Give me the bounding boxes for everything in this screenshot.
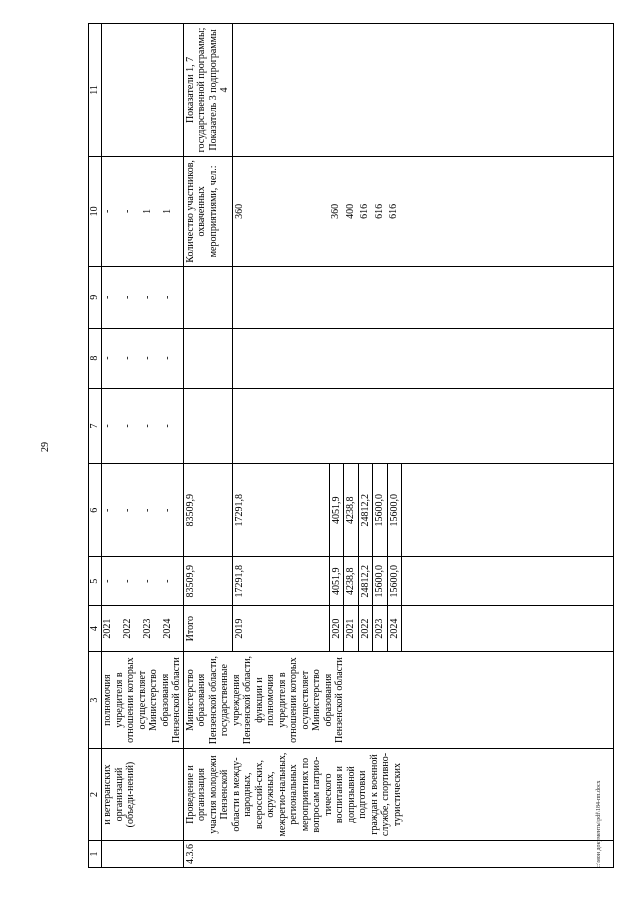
- cell-c5: 24812,2: [358, 557, 373, 606]
- cell-c5: -: [142, 557, 162, 606]
- cell-c6: 4051,9: [329, 464, 344, 557]
- cell-year: 2020: [329, 606, 344, 652]
- cell-c6: 15600,0: [373, 464, 388, 557]
- cell-name: и ветеранских организаций (объеди-нений): [102, 749, 184, 841]
- page-number: 29: [40, 442, 51, 452]
- cell-c8: -: [142, 328, 162, 388]
- cell-c5: [402, 557, 614, 606]
- cell-c5: 15600,0: [387, 557, 402, 606]
- cell-c8: [183, 328, 232, 388]
- cell-c6: -: [162, 464, 183, 557]
- cell-c5: -: [122, 557, 142, 606]
- cell-c7: -: [162, 388, 183, 464]
- col-header: 9: [89, 266, 102, 328]
- cell-c10: 616: [387, 156, 402, 266]
- cell-name: Проведение и организация участия молодежи Пензенской области в между-народных, всероссий-ских, окружных, межрегио-нальных, региональных мероприятиях по вопросам патрио-тического воспитания и допризывной подготовки граждан к военной службе, спортивно-туристических: [183, 749, 614, 841]
- cell-c6: -: [122, 464, 142, 557]
- cell-executor: Министерство образования Пензенской области, государственные учреждения Пензенской области, функции и полномочия учредителя в отношении которых осуществляет Министерство образования Пензенской области: [183, 652, 614, 749]
- header-row: [89, 24, 102, 868]
- program-table: [88, 23, 614, 868]
- cell-c9: -: [162, 266, 183, 328]
- col-header: 5: [89, 557, 102, 606]
- cell-c7: [232, 388, 614, 464]
- cell-executor: полномочия учредителя в отношении которых осуществляет Министерство образования Пензенской области: [102, 652, 184, 749]
- cell-indicator: Количество участников, охваченных мероприятиями, чел.:: [183, 156, 232, 266]
- cell-c8: -: [102, 328, 123, 388]
- cell-c8: [232, 328, 614, 388]
- footer-path: c:\мои документы\pdf\184-пп.docx: [596, 780, 602, 868]
- cell-year: 2022: [358, 606, 373, 652]
- cell-year: 2024: [162, 606, 183, 652]
- cell-year: 2021: [344, 606, 359, 652]
- cell-c6: [402, 464, 614, 557]
- cell-c6: -: [142, 464, 162, 557]
- table-row: [102, 24, 123, 868]
- col-header: 4: [89, 606, 102, 652]
- col-header: 1: [89, 841, 102, 868]
- cell-num: 4.3.6: [183, 841, 614, 868]
- cell-year: [402, 606, 614, 652]
- cell-total-c5: 83509,9: [183, 557, 232, 606]
- cell-c10: -: [122, 156, 142, 266]
- cell-year: 2024: [387, 606, 402, 652]
- cell-year: 2022: [122, 606, 142, 652]
- cell-c5: -: [102, 557, 123, 606]
- cell-year: 2019: [232, 606, 329, 652]
- cell-year: 2023: [373, 606, 388, 652]
- rotated-table-wrapper: [88, 23, 614, 868]
- cell-year: 2023: [142, 606, 162, 652]
- col-header: 6: [89, 464, 102, 557]
- cell-c10: -: [102, 156, 123, 266]
- cell-c5: 15600,0: [373, 557, 388, 606]
- cell-year: 2021: [102, 606, 123, 652]
- cell-c5: 4051,9: [329, 557, 344, 606]
- cell-c10: 1: [142, 156, 162, 266]
- cell-c9: -: [102, 266, 123, 328]
- table-row-total: [183, 24, 232, 868]
- col-header: 3: [89, 652, 102, 749]
- cell-c9: [183, 266, 232, 328]
- cell-c5: 4238,8: [344, 557, 359, 606]
- cell-num: [102, 841, 184, 868]
- cell-c10: 616: [358, 156, 373, 266]
- col-header: 11: [89, 24, 102, 157]
- cell-c7: -: [142, 388, 162, 464]
- cell-c9: [232, 266, 614, 328]
- cell-c10: [402, 156, 614, 266]
- cell-c5: -: [162, 557, 183, 606]
- cell-c8: -: [162, 328, 183, 388]
- cell-c7: -: [102, 388, 123, 464]
- col-header: 2: [89, 749, 102, 841]
- col-header: 10: [89, 156, 102, 266]
- cell-c10: 360: [329, 156, 344, 266]
- col-header: 7: [89, 388, 102, 464]
- cell-target: [102, 24, 184, 157]
- cell-c10: 360: [232, 156, 329, 266]
- cell-total-label: Итого: [183, 606, 232, 652]
- col-header: 8: [89, 328, 102, 388]
- cell-target: [232, 24, 614, 157]
- cell-c6: 17291,8: [232, 464, 329, 557]
- cell-c6: -: [102, 464, 123, 557]
- cell-c6: 24812,2: [358, 464, 373, 557]
- cell-c9: -: [142, 266, 162, 328]
- cell-c10: 616: [373, 156, 388, 266]
- cell-c6: 4238,8: [344, 464, 359, 557]
- cell-c5: 17291,8: [232, 557, 329, 606]
- cell-c8: -: [122, 328, 142, 388]
- cell-c9: -: [122, 266, 142, 328]
- cell-c10: 400: [344, 156, 359, 266]
- cell-target: Показатели 1, 7 государственной программы; Показатель 3 подпрограммы 4: [183, 24, 232, 157]
- cell-c7: [183, 388, 232, 464]
- cell-c6: 15600,0: [387, 464, 402, 557]
- cell-c10: 1: [162, 156, 183, 266]
- cell-total-c6: 83509,9: [183, 464, 232, 557]
- cell-c7: -: [122, 388, 142, 464]
